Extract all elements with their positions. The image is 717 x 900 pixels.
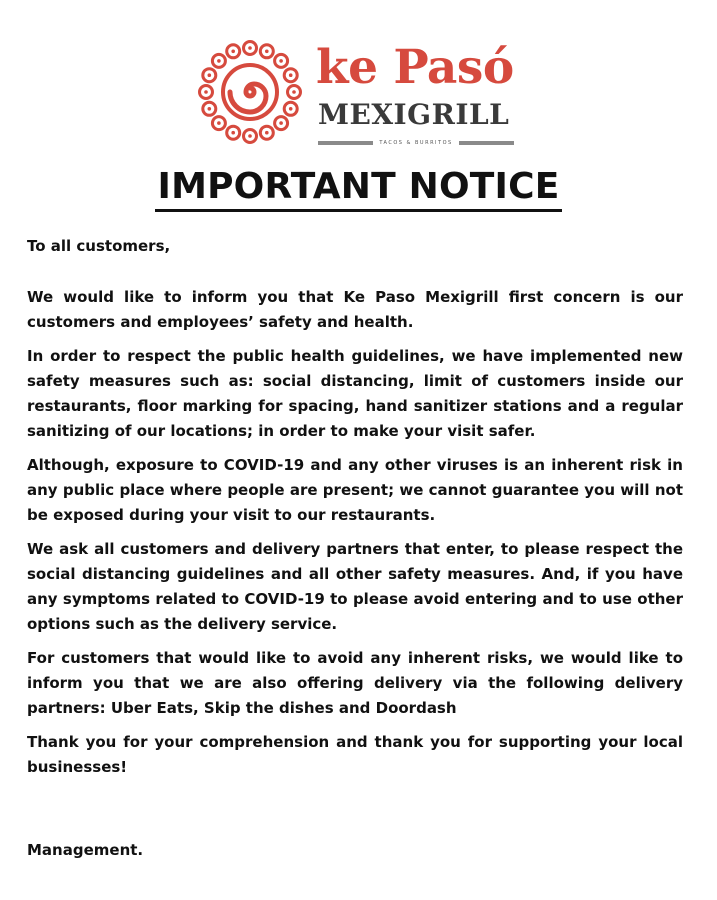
swirl-dot-icon bbox=[265, 131, 269, 135]
swirl-dot-icon bbox=[292, 90, 296, 94]
tagline-row bbox=[318, 138, 514, 148]
swirl-dot-icon bbox=[231, 50, 235, 54]
signoff: Management. bbox=[27, 841, 144, 859]
brand-logo bbox=[196, 38, 526, 158]
brand-name: ke Pasó bbox=[316, 40, 514, 95]
paragraph: For customers that would like to avoid any inherent risks, we would like to inform you that we are also offering delivery via the following delivery partners: Uber Eats, Skip the dishes and Doordash bbox=[27, 649, 683, 717]
tagline: TACOS & BURRITOS bbox=[379, 140, 453, 146]
swirl-dot-icon bbox=[217, 59, 221, 63]
tagline-bar-left bbox=[318, 141, 373, 145]
greeting: To all customers, bbox=[27, 237, 171, 255]
swirl-dot-icon bbox=[279, 59, 283, 63]
swirl-dot-icon bbox=[208, 107, 212, 111]
tagline-bar-right bbox=[459, 141, 514, 145]
swirl-dot-icon bbox=[204, 90, 208, 94]
swirl-dot-icon bbox=[289, 107, 293, 111]
notice-title bbox=[0, 165, 717, 212]
swirl-dot-icon bbox=[217, 121, 221, 125]
notice-body bbox=[27, 234, 683, 789]
paragraph: We would like to inform you that Ke Paso Mexigrill first concern is our customers and employees’ safety and health. bbox=[27, 288, 683, 331]
paragraph: Although, exposure to COVID-19 and any other viruses is an inherent risk in any public place where people are present; we cannot guarantee you will not be exposed during your visit to our restaurants. bbox=[27, 456, 683, 524]
swirl-dot-icon bbox=[231, 131, 235, 135]
swirl-dot-icon bbox=[208, 73, 212, 77]
notice-title-text: IMPORTANT NOTICE bbox=[155, 165, 561, 212]
swirl-dot-icon bbox=[265, 50, 269, 54]
paragraph: We ask all customers and delivery partners that enter, to please respect the social distancing guidelines and all other safety measures. And, if you have any symptoms related to COVID-19 to please avoid entering and to use other options such as the delivery service. bbox=[27, 540, 683, 633]
swirl-dot-icon bbox=[248, 46, 252, 50]
paragraph: In order to respect the public health guidelines, we have implemented new safety measures such as: social distancing, limit of customers inside our restaurants, floor marking for spacing, hand sanitizer stations and a regular sanitizing of our locations; in order to make your visit safer. bbox=[27, 347, 683, 440]
swirl-dot-icon bbox=[289, 73, 293, 77]
paragraph: Thank you for your comprehension and thank you for supporting your local businesses! bbox=[27, 733, 683, 776]
spiral-sun-icon bbox=[196, 38, 304, 146]
swirl-dot-icon bbox=[279, 121, 283, 125]
swirl-dot-icon bbox=[248, 134, 252, 138]
brand-subtitle: MEXIGRILL bbox=[318, 98, 510, 131]
